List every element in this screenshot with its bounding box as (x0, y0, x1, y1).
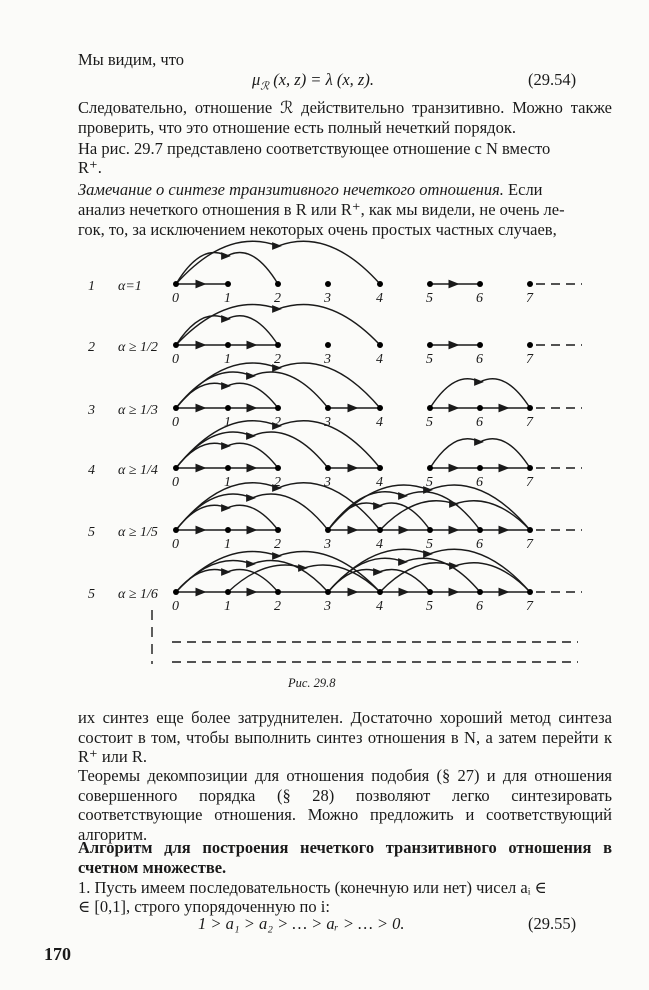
node-row4-6 (477, 465, 483, 471)
row-alpha-6: α ≥ 1/6 (118, 587, 158, 602)
node-row3-5 (427, 405, 433, 411)
node-label-row3-5: 5 (426, 415, 433, 430)
node-row6-3 (325, 589, 331, 595)
node-row2-6 (477, 342, 483, 348)
node-label-row5-2: 2 (274, 537, 281, 552)
node-label-row3-2: 2 (274, 415, 281, 430)
node-row5-7 (527, 527, 533, 533)
node-row3-3 (325, 405, 331, 411)
node-row5-1 (225, 527, 231, 533)
node-label-row2-0: 0 (172, 352, 179, 367)
arc-row6-3-5 (328, 570, 430, 593)
remark-line2: анализ нечеткого отношения в R или R⁺, как мы видели, не очень ле- (78, 200, 565, 219)
paragraph-transitivity: Следовательно, отношение ℛ действительно транзитивно. Можно также проверить, что это отношение есть полный нечеткий порядок. (78, 98, 612, 137)
row-number-1: 1 (88, 279, 95, 294)
node-label-row2-5: 5 (426, 352, 433, 367)
node-row6-6 (477, 589, 483, 595)
node-row2-5 (427, 342, 433, 348)
node-label-row2-6: 6 (476, 352, 483, 367)
intro-text: Мы видим, что (78, 50, 184, 69)
equation-29-55: 1 > a₁ > a₂ > … > aᵣ > … > 0. (198, 914, 405, 933)
arc-row2-0-4 (176, 305, 380, 346)
row-alpha-3: α ≥ 1/3 (118, 403, 158, 418)
row-alpha-4: α ≥ 1/4 (118, 463, 158, 478)
arc-row1-0-4 (176, 241, 380, 284)
node-row2-1 (225, 342, 231, 348)
node-label-row6-3: 3 (324, 599, 331, 614)
arc-row5-0-3 (176, 494, 328, 530)
row-number-6: 5 (88, 587, 95, 602)
node-row1-7 (527, 281, 533, 287)
node-label-row5-5: 5 (426, 537, 433, 552)
node-label-row6-1: 1 (224, 599, 231, 614)
row-alpha-2: α ≥ 1/2 (118, 340, 158, 355)
node-row4-3 (325, 465, 331, 471)
node-row5-6 (477, 527, 483, 533)
arc-row6-0-3 (176, 561, 328, 593)
node-label-row6-5: 5 (426, 599, 433, 614)
node-label-row1-1: 1 (224, 291, 231, 306)
row-alpha-5: α ≥ 1/5 (118, 525, 158, 540)
node-label-row4-3: 3 (324, 475, 331, 490)
node-row1-3 (325, 281, 331, 287)
node-label-row4-0: 0 (172, 475, 179, 490)
node-row4-7 (527, 465, 533, 471)
node-label-row6-0: 0 (172, 599, 179, 614)
node-row3-2 (275, 405, 281, 411)
equation-29-54: $\mu_ℛ$ (x, z) = λ (x, z). (252, 70, 374, 93)
node-label-row3-0: 0 (172, 415, 179, 430)
row-number-2: 2 (88, 340, 95, 355)
node-label-row4-1: 1 (224, 475, 231, 490)
algorithm-title: Алгоритм для построения нечеткого транзитивного отношения в счетном множестве. (78, 838, 612, 877)
arc-row5-3-5 (328, 503, 430, 530)
node-row1-0 (173, 281, 179, 287)
node-row3-1 (225, 405, 231, 411)
node-label-row5-6: 6 (476, 537, 483, 552)
step1-line1: 1. Пусть имеем последовательность (конечную или нет) чисел aᵢ ∈ (78, 878, 547, 897)
equation-number-29-54: (29.54) (528, 70, 577, 89)
node-row6-7 (527, 589, 533, 595)
node-label-row4-4: 4 (376, 475, 383, 490)
node-row2-0 (173, 342, 179, 348)
row-alpha-1: α=1 (118, 279, 142, 294)
arc-row3-5-7 (430, 379, 530, 408)
node-label-row3-1: 1 (224, 415, 231, 430)
node-row5-2 (275, 527, 281, 533)
remark-title: Замечание о синтезе транзитивного нечеткого отношения. (78, 180, 504, 199)
node-label-row3-7: 7 (526, 415, 533, 430)
node-row3-0 (173, 405, 179, 411)
node-row2-3 (325, 342, 331, 348)
paragraph-fig-reference-line2: R⁺. (78, 158, 102, 177)
node-row2-7 (527, 342, 533, 348)
node-row4-1 (225, 465, 231, 471)
arc-row6-1-4 (228, 565, 380, 592)
node-label-row5-4: 4 (376, 537, 383, 552)
node-row3-4 (377, 405, 383, 411)
node-row1-2 (275, 281, 281, 287)
arc-row4-0-2 (176, 443, 278, 468)
node-label-row5-7: 7 (526, 537, 533, 552)
node-label-row1-5: 5 (426, 291, 433, 306)
node-row5-0 (173, 527, 179, 533)
node-row4-5 (427, 465, 433, 471)
step1-line2: ∈ [0,1], строго упорядоченную по i: (78, 897, 330, 916)
equation-number-29-55: (29.55) (528, 914, 577, 933)
arc-row3-0-4 (176, 363, 380, 408)
node-row6-5 (427, 589, 433, 595)
node-row3-7 (527, 405, 533, 411)
node-label-row5-0: 0 (172, 537, 179, 552)
arc-row4-0-3 (176, 432, 328, 468)
arc-row6-3-6 (328, 558, 480, 592)
node-label-row1-6: 6 (476, 291, 483, 306)
arc-row5-0-2 (176, 505, 278, 530)
node-label-row1-0: 0 (172, 291, 179, 306)
row-number-3: 3 (88, 403, 95, 418)
figure-caption: Рис. 29.8 (288, 676, 336, 690)
node-label-row5-3: 3 (324, 537, 331, 552)
paragraph-synthesis: их синтез еще более затруднителен. Достаточно хороший метод синтеза состоит в том, чтобы выполнить синтез отношения в N, а затем перейти к R⁺ или R. (78, 708, 612, 766)
node-label-row1-3: 3 (324, 291, 331, 306)
node-label-row1-7: 7 (526, 291, 533, 306)
node-row6-0 (173, 589, 179, 595)
node-label-row4-7: 7 (526, 475, 533, 490)
node-label-row2-1: 1 (224, 352, 231, 367)
node-row2-4 (377, 342, 383, 348)
arc-row6-4-7 (380, 563, 530, 592)
node-label-row2-2: 2 (274, 352, 281, 367)
node-row4-0 (173, 465, 179, 471)
node-label-row4-2: 2 (274, 475, 281, 490)
node-row1-4 (377, 281, 383, 287)
remark-line3: гок, то, за исключением некоторых очень простых частных случаев, (78, 220, 557, 239)
node-row5-5 (427, 527, 433, 533)
node-row6-2 (275, 589, 281, 595)
node-row2-2 (275, 342, 281, 348)
node-label-row3-6: 6 (476, 415, 483, 430)
remark-line1: Замечание о синтезе транзитивного нечеткого отношения. Если (78, 180, 543, 199)
node-label-row3-3: 3 (324, 415, 331, 430)
arc-row3-0-3 (176, 372, 328, 408)
paragraph-fig-reference-line1: На рис. 29.7 представлено соответствующее отношение с N вместо (78, 139, 551, 158)
node-label-row6-4: 4 (376, 599, 383, 614)
node-label-row2-3: 3 (324, 352, 331, 367)
node-label-row2-4: 4 (376, 352, 383, 367)
row-number-5: 5 (88, 525, 95, 540)
node-row5-3 (325, 527, 331, 533)
node-row5-4 (377, 527, 383, 533)
row-number-4: 4 (88, 463, 95, 478)
node-row6-4 (377, 589, 383, 595)
node-label-row2-7: 7 (526, 352, 533, 367)
node-row3-6 (477, 405, 483, 411)
node-row1-1 (225, 281, 231, 287)
arc-row3-0-2 (176, 383, 278, 408)
page-number: 170 (44, 944, 71, 964)
node-label-row1-4: 4 (376, 291, 383, 306)
node-label-row4-5: 5 (426, 475, 433, 490)
arc-row6-0-2 (176, 570, 278, 593)
node-label-row3-4: 4 (376, 415, 383, 430)
node-label-row6-6: 6 (476, 599, 483, 614)
node-row4-2 (275, 465, 281, 471)
paragraph-decomposition: Теоремы декомпозиции для отношения подобия (§ 27) и для отношения совершенного порядка (§ 28) позволяют легко синтезировать соответствующие отношения. Можно предложить и соответствующий алгоритм. (78, 766, 612, 844)
node-row6-1 (225, 589, 231, 595)
node-row4-4 (377, 465, 383, 471)
arc-row4-5-7 (430, 439, 530, 468)
node-label-row1-2: 2 (274, 291, 281, 306)
node-label-row5-1: 1 (224, 537, 231, 552)
node-label-row4-6: 6 (476, 475, 483, 490)
node-row1-5 (427, 281, 433, 287)
node-label-row6-7: 7 (526, 599, 533, 614)
node-row1-6 (477, 281, 483, 287)
node-label-row6-2: 2 (274, 599, 281, 614)
